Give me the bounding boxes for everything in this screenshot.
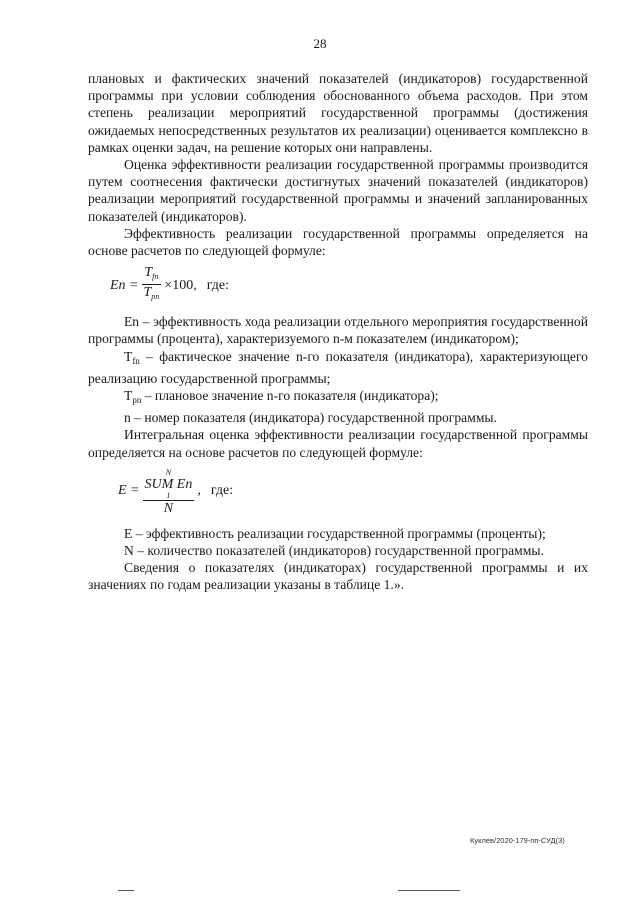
formula-e-denominator: N xyxy=(163,501,174,517)
paragraph-tpn-definition xyxy=(88,387,588,409)
sum-operator xyxy=(145,469,193,500)
tfn-subscript: fn xyxy=(132,355,140,366)
formula-en-where: где: xyxy=(206,277,229,293)
page-number: 28 xyxy=(313,36,327,51)
formula-en-lhs: En = xyxy=(110,277,139,293)
tfn-base: T xyxy=(124,348,133,364)
numerator-base: T xyxy=(144,265,153,281)
numerator-subscript: fn xyxy=(152,272,159,282)
sum-expression: SUM En xyxy=(144,477,193,493)
paragraph-integral-intro: Интегральная оценка эффективности реализации государственной программы определяется на основе расчетов по следующей формуле: xyxy=(88,427,588,460)
formula-en-multiplier: ×100, xyxy=(164,277,197,293)
formula-e-lhs: E = xyxy=(118,483,140,499)
document-body xyxy=(88,70,588,594)
paragraph-en-definition: En – эффективность хода реализации отдельного мероприятия государственной программы (процента), характеризуемого n-м показателем (индикатором); xyxy=(88,314,588,347)
paragraph-evaluation: Оценка эффективности реализации государственной программы производится путем соотнесения фактически достигнутых значений показателей (индикаторов) реализации мероприятий государственной программы и значений запланированных показателей (индикаторов). xyxy=(88,157,588,224)
formula-en-denominator xyxy=(142,285,162,305)
tpn-subscript: pn xyxy=(132,395,142,406)
tfn-text: – фактическое значение n-го показателя (индикатора), характеризующего реализацию государственной программы; xyxy=(88,348,588,386)
paragraph-table-reference: Сведения о показателях (индикаторах) государственной программы и их значениях по годам реализации указаны в таблице 1.». xyxy=(88,560,588,593)
sum-upper-limit: N xyxy=(165,468,172,478)
denominator-subscript: pn xyxy=(151,292,160,302)
formula-e-where: где: xyxy=(210,483,234,499)
denominator-base: T xyxy=(143,285,152,301)
tpn-text: – плановое значение n-го показателя (индикатора); xyxy=(144,388,439,404)
tpn-base: T xyxy=(124,388,133,404)
formula-en xyxy=(110,263,588,307)
paragraph-count-definition: N – количество показателей (индикаторов) государственной программы. xyxy=(124,543,544,559)
formula-e xyxy=(118,463,588,519)
scan-artifact-left xyxy=(118,890,134,891)
sum-lower-limit: 1 xyxy=(166,491,171,501)
formula-e-fraction xyxy=(143,464,195,517)
formula-en-numerator xyxy=(142,265,160,284)
paragraph-formula-intro: Эффективность реализации государственной программы определяется на основе расчетов по следующей формуле: xyxy=(88,225,588,259)
formula-e-comma: , xyxy=(197,483,201,499)
paragraph-continuation: плановых и фактических значений показателей (индикаторов) государственной программы при условии соблюдения обоснованного объема расходов. При этом степень реализации мероприятий государственной программы (достижения ожидаемых непосредственных результатов их реализации) оценивается комплексно в рамках оценки задач, на решение которых они направлены. xyxy=(88,71,588,155)
paragraph-tfn-definition xyxy=(88,348,588,387)
formula-en-fraction xyxy=(142,265,162,305)
document-code: Куклев/2020-179-пп-СУД(3) xyxy=(470,836,565,845)
formula-e-numerator xyxy=(143,464,195,500)
paragraph-n-definition: n – номер показателя (индикатора) государственной программы. xyxy=(124,410,497,426)
scan-artifact-center xyxy=(398,890,460,891)
paragraph-e-definition: E – эффективность реализации государственной программы (проценты); xyxy=(124,525,546,541)
